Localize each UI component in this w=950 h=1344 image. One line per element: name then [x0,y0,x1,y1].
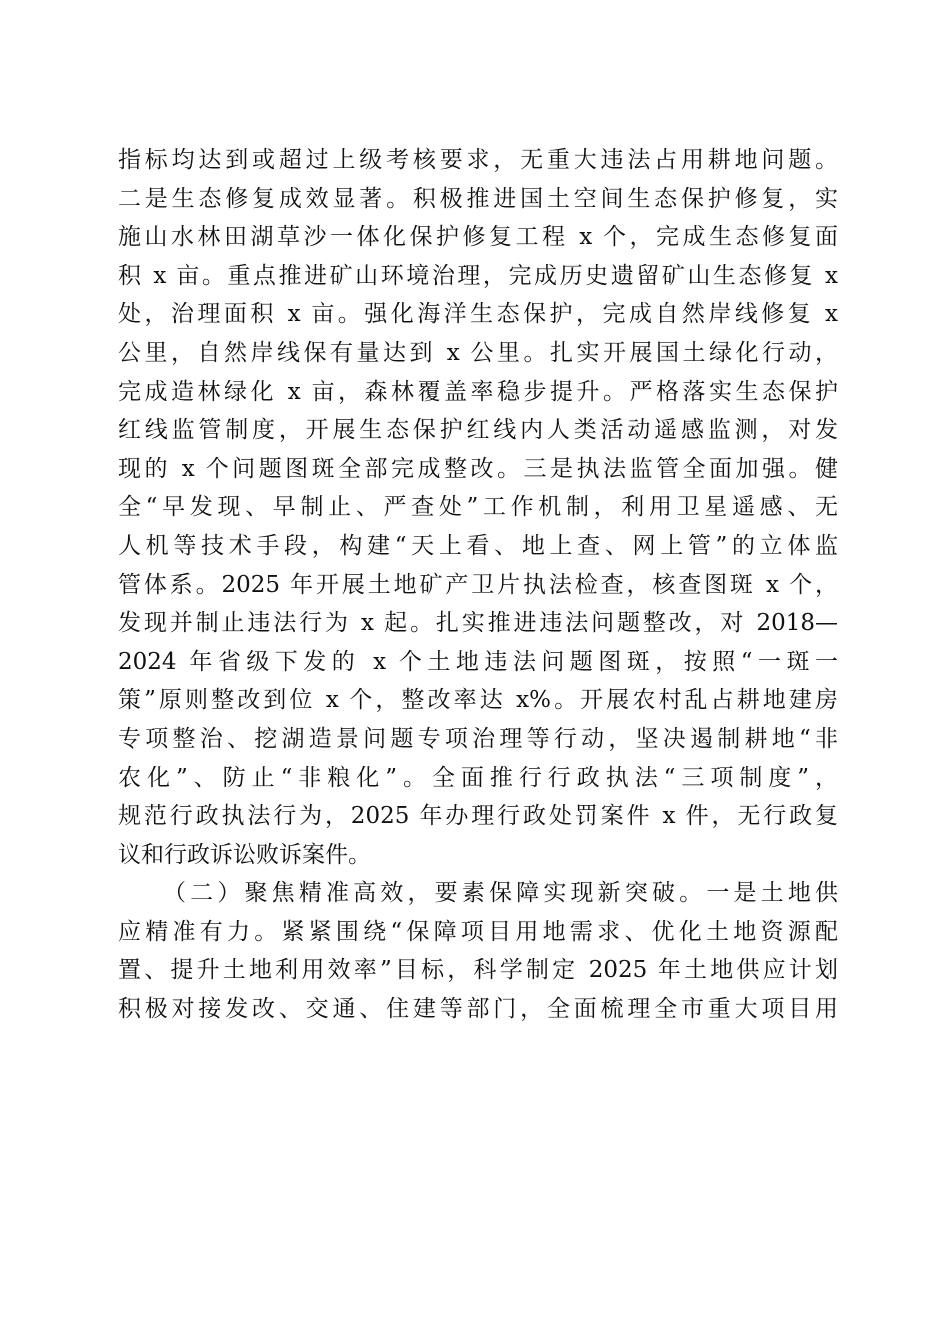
text-line: 农化”、防止“非粮化”。全面推行行政执法“三项制度”， [118,764,838,791]
text-line: 积极对接发改、交通、住建等部门，全面梳理全市重大项目用 [118,996,838,1023]
text-line: 规范行政执法行为，2025 年办理行政处罚案件 x 件，无行政复 [118,803,838,830]
text-line: 管体系。2025 年开展土地矿产卫片执法检查，核查图斑 x 个， [118,571,838,598]
text-line: 2024 年省级下发的 x 个土地违法问题图斑，按照“一斑一 [118,648,838,675]
section-heading-line: （二）聚焦精准高效，要素保障实现新突破。一是土地供 [163,880,838,907]
text-line: 完成造林绿化 x 亩，森林覆盖率稳步提升。严格落实生态保护 [118,378,838,405]
text-line: 全“早发现、早制止、严查处”工作机制，利用卫星遥感、无 [118,494,838,521]
text-line: 置、提升土地利用效率”目标，科学制定 2025 年土地供应计划 [118,957,838,984]
text-line: 专项整治、挖湖造景问题专项治理等行动，坚决遏制耕地“非 [118,725,838,752]
text-line: 红线监管制度，开展生态保护红线内人类活动遥感监测，对发 [118,417,838,444]
text-line: 指标均达到或超过上级考核要求，无重大违法占用耕地问题。 [118,147,838,173]
text-line: 策”原则整改到位 x 个，整改率达 x%。开展农村乱占耕地建房 [118,687,838,714]
text-line: 公里，自然岸线保有量达到 x 公里。扎实开展国土绿化行动， [118,339,838,366]
text-line: 人机等技术手段，构建“天上看、地上查、网上管”的立体监 [118,532,838,559]
text-line: 处，治理面积 x 亩。强化海洋生态保护，完成自然岸线修复 x [118,301,838,328]
text-line: 应精准有力。紧紧围绕“保障项目用地需求、优化土地资源配 [118,918,838,945]
text-line: 施山水林田湖草沙一体化保护修复工程 x 个，完成生态修复面 [118,224,838,251]
text-line: 积 x 亩。重点推进矿山环境治理，完成历史遗留矿山生态修复 x [118,262,838,289]
text-line: 二是生态修复成效显著。积极推进国土空间生态保护修复，实 [118,185,838,212]
text-line: 发现并制止违法行为 x 起。扎实推进违法问题整改，对 2018— [118,610,838,637]
body-text [118,141,838,1029]
text-line: 现的 x 个问题图斑全部完成整改。三是执法监管全面加强。健 [118,455,838,482]
text-line: 议和行政诉讼败诉案件。 [118,841,371,868]
